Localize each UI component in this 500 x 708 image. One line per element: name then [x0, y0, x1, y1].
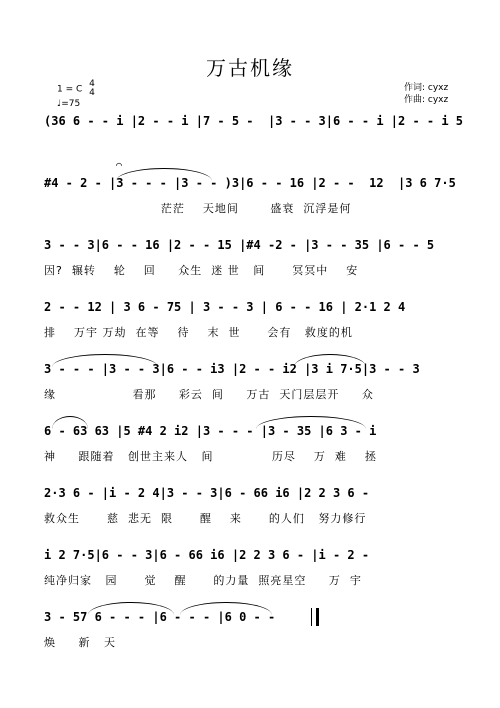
fermata-icon: ⌒ [116, 160, 123, 171]
score-line-3 [44, 238, 470, 280]
notes-line: 2 - - 12 | 3 6 - 75 | 3 - - 3 | 6 - - 16 | 2·1 2 4 [44, 300, 406, 314]
lyrics-line: 茫茫 天地间 盛衰 沉浮是何 [44, 202, 352, 215]
notes-line: #4 - 2 - |3 - - - |3 - - )3|6 - - 16 |2 - - 12 |3 6 7·5 [44, 176, 456, 190]
lyrics-line: 排 万宇 万劫 在等 待 末 世 会有 救度的机 [44, 326, 353, 339]
credits [404, 82, 448, 106]
lyrics-line: 纯净归家 园 觉 醒 的力量 照亮星空 万 宇 [44, 574, 362, 587]
time-top: 4 [89, 79, 95, 89]
key-label: 1 = C [57, 84, 83, 95]
time-bottom: 4 [89, 88, 95, 98]
notes-line: 3 - - 3|6 - - 16 |2 - - 15 |#4 -2 - |3 - - 35 |6 - - 5 [44, 238, 435, 252]
notes-line: 2·3 6 - |i - 2 4|3 - - 3|6 - 66 i6 |2 2 3 6 - [44, 486, 370, 500]
notes-line: 6 - 63 63 |5 #4 2 i2 |3 - - - |3 - 35 |6 3 - i [44, 424, 377, 438]
notes-line: 3 - 57 6 - - - |6 - - - |6 0 - - [44, 610, 276, 624]
score-line-4 [44, 300, 470, 342]
final-barline-thin [311, 608, 312, 626]
lyrics-line: 焕 新 天 [44, 636, 116, 649]
composer-credit: 作曲: cyxz [404, 95, 449, 105]
notes-line: 3 - - - |3 - - 3|6 - - i3 |2 - - i2 |3 i 7·5|3 - - 3 [44, 362, 420, 376]
score-line-5 [44, 362, 470, 432]
score-line-9 [44, 610, 470, 680]
score-line-1 [44, 114, 470, 156]
notes-line: (36 6 - - i |2 - - i |7 - 5 - |3 - - 3|6 - - i |2 - - i 5 [44, 114, 464, 128]
score-line-7 [44, 486, 470, 528]
score-line-6 [44, 424, 470, 494]
tempo-marking: ♩=75 [57, 99, 81, 109]
lyricist-credit: 作词: cyxz [404, 83, 449, 93]
lyrics-line: 救众生 慈 悲无 限 醒 来 的人们 努力修行 [44, 512, 367, 525]
lyrics-line: 缘 看那 彩云 间 万古 天门层层开 众 [44, 388, 374, 401]
lyrics-line: 因? 辗转 轮 回 众生 迷 世 间 冥冥中 安 [44, 264, 359, 277]
key-signature [57, 80, 95, 98]
lyrics-line: 神 跟随着 创世主来人 间 历尽 万 难 拯 [44, 450, 377, 463]
score-line-2 [44, 160, 470, 246]
score-line-8 [44, 548, 470, 590]
notes-line: i 2 7·5|6 - - 3|6 - 66 i6 |2 2 3 6 - |i - 2 - [44, 548, 370, 562]
time-signature [89, 80, 95, 98]
final-barline [316, 608, 319, 626]
page-title: 万古机缘 [206, 56, 294, 80]
